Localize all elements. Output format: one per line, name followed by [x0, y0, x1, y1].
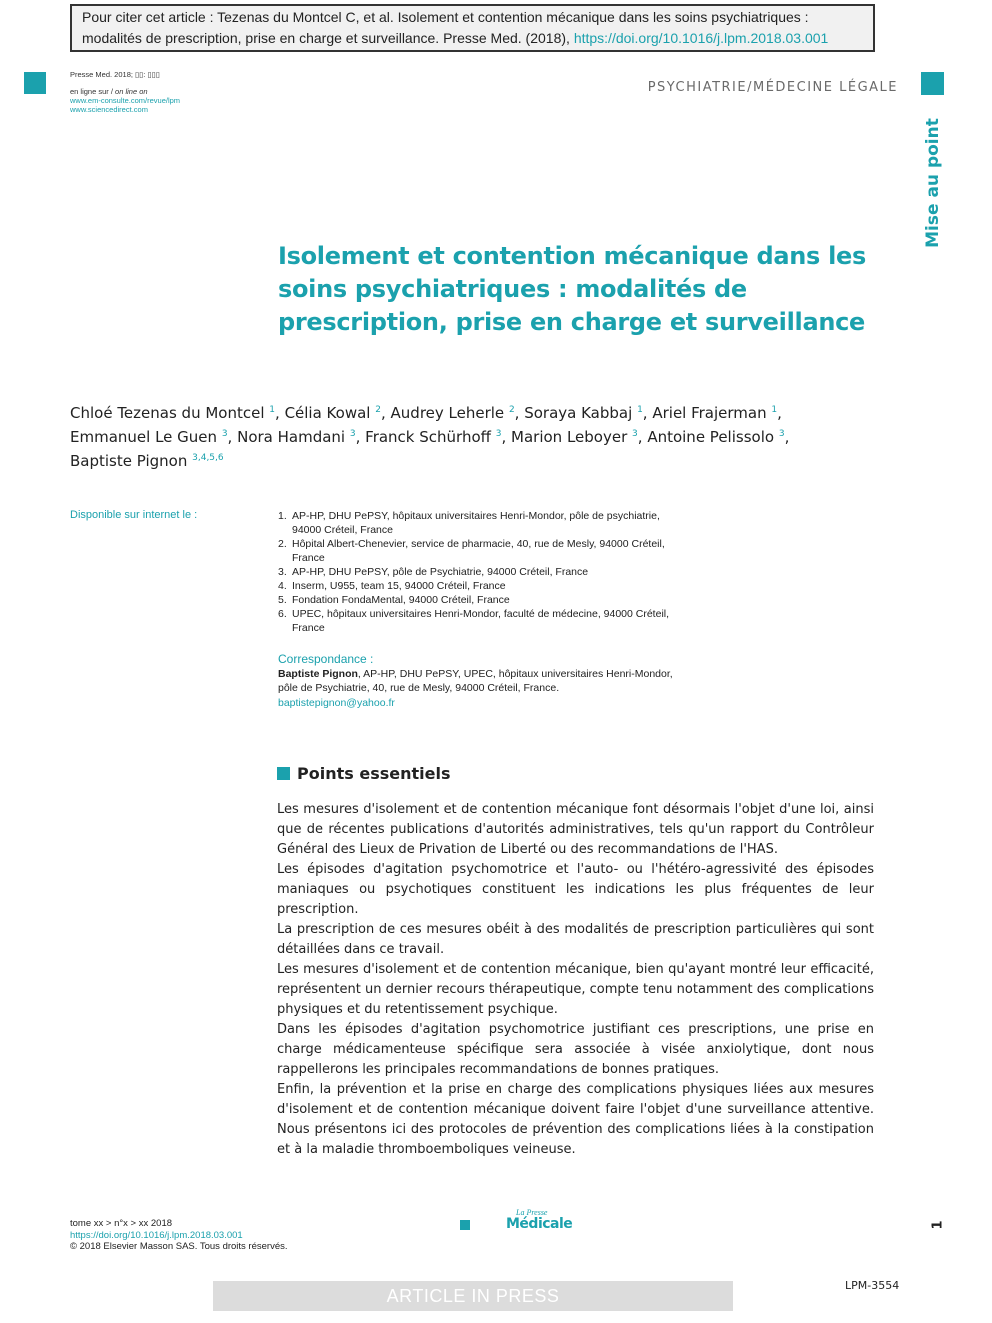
- page-number: [928, 1218, 948, 1232]
- page-number-text: 1: [930, 1220, 946, 1230]
- logo-small-text: La Presse: [516, 1208, 548, 1217]
- author: Antoine Pelissolo $^3$,: [647, 428, 790, 446]
- journal-line: Presse Med. 2018; ▯▯: ▯▯▯: [70, 70, 160, 79]
- citation-text: Pour citer cet article : Tezenas du Montcel C, et al. Isolement et contention mécanique dans les soins psychiatriques : modalités de prescription, prise en charge et surveillance. Presse Med. (2018),: [82, 9, 809, 46]
- correspondence-label: Correspondance :: [278, 652, 374, 666]
- author: Franck Schürhoff $^3$,: [365, 428, 512, 446]
- author: Célia Kowal $^2$,: [284, 404, 391, 422]
- author: Nora Hamdani $^3$,: [237, 428, 366, 446]
- em-consulte-link[interactable]: www.em-consulte.com/revue/lpm: [70, 96, 181, 105]
- header-left-square: [24, 72, 46, 94]
- author: Marion Leboyer $^3$,: [511, 428, 648, 446]
- correspondence-email-link[interactable]: baptistepignon@yahoo.fr: [278, 696, 395, 709]
- affiliation-item: 6. UPEC, hôpitaux universitaires Henri-Mondor, faculté de médecine, 94000 Créteil, France: [278, 608, 670, 634]
- author: Chloé Tezenas du Montcel $^1$,: [70, 404, 285, 422]
- key-points-heading-text: Points essentiels: [297, 764, 451, 783]
- affiliation-item: 5. Fondation FondaMental, 94000 Créteil, France: [278, 594, 510, 606]
- affiliation-item: 1. AP-HP, DHU PePSY, hôpitaux universitaires Henri-Mondor, pôle de psychiatrie, 94000 Créteil, France: [278, 510, 660, 536]
- key-point-paragraph: La prescription de ces mesures obéit à des modalités de prescription particulières qui sont détaillées dans ce travail.: [277, 922, 874, 957]
- correspondence-address: Baptiste Pignon, AP-HP, DHU PePSY, UPEC, hôpitaux universitaires Henri-Mondor,: [278, 667, 673, 680]
- author: Emmanuel Le Guen $^3$,: [70, 428, 238, 446]
- online-line: [70, 87, 180, 96]
- key-points-body: [277, 800, 874, 1160]
- vertical-label-text: Mise au point: [923, 118, 943, 248]
- affiliation-item: 4. Inserm, U955, team 15, 94000 Créteil, France: [278, 580, 506, 592]
- online-label: en ligne sur /: [70, 87, 113, 96]
- article-title: Isolement et contention mécanique dans les soins psychiatriques : modalités de prescription, prise en charge et surveillance: [278, 242, 866, 336]
- vertical-label: [922, 118, 944, 248]
- affiliation-list: [278, 509, 698, 635]
- footer-doi-link[interactable]: https://doi.org/10.1016/j.lpm.2018.03.001: [70, 1229, 243, 1241]
- key-point-paragraph: Les mesures d'isolement et de contention mécanique font désormais l'objet d'une loi, ainsi que de récentes publications d'autorités administratives, tels qu'un rapport du Contrôleur Général des Lieux de Privation de Liberté ou des recommandations de l'HAS.: [277, 802, 874, 857]
- section-label: PSYCHIATRIE/MÉDECINE LÉGALE: [647, 80, 898, 95]
- footer-volume: tome xx > n°x > xx 2018: [70, 1218, 173, 1229]
- author: Soraya Kabbaj $^1$,: [524, 404, 653, 422]
- citation-box: [70, 4, 875, 52]
- footer-copyright: © 2018 Elsevier Masson SAS. Tous droits réservés.: [70, 1241, 288, 1252]
- logo-square-icon: [460, 1220, 470, 1230]
- correspondence-block: [278, 652, 698, 710]
- affiliation-item: 3. AP-HP, DHU PePSY, pôle de Psychiatrie, 94000 Créteil, France: [278, 566, 589, 578]
- author-list: [70, 400, 790, 472]
- article-in-press-banner: ARTICLE IN PRESS: [213, 1281, 733, 1311]
- affiliation-item: 2. Hôpital Albert-Chenevier, service de pharmacie, 40, rue de Mesly, 94000 Créteil, France: [278, 538, 665, 564]
- author: Baptiste Pignon $^{3,4,5,6}$: [70, 452, 224, 470]
- online-label-italic: on line on: [115, 87, 148, 96]
- key-point-paragraph: Les mesures d'isolement et de contention mécanique, bien qu'ayant montré leur efficacité, représentent un dernier recours thérapeutique, compte tenu notamment des complications physiques et du retentissement psychique.: [277, 962, 874, 1017]
- author: Audrey Leherle $^2$,: [390, 404, 525, 422]
- correspondence-address-2: pôle de Psychiatrie, 40, rue de Mesly, 94000 Créteil, France.: [278, 682, 560, 694]
- journal-info: [70, 70, 180, 114]
- sciencedirect-link[interactable]: www.sciencedirect.com: [70, 105, 148, 114]
- available-online-label: Disponible sur internet le :: [70, 509, 198, 521]
- journal-logo: [460, 1208, 573, 1232]
- key-point-paragraph: Les épisodes d'agitation psychomotrice et l'auto- ou l'hétéro-agressivité des épisodes maniaques ou psychotiques constituent les indications les plus fréquentes de leur prescription.: [277, 862, 874, 917]
- citation-doi-link[interactable]: https://doi.org/10.1016/j.lpm.2018.03.001: [573, 30, 829, 46]
- correspondence-name: Baptiste Pignon: [278, 667, 358, 680]
- key-point-paragraph: Dans les épisodes d'agitation psychomotrice justifiant ces prescriptions, une prise en charge médicamenteuse spécifique sera associée à visée anxiolytique, dont nous rappellerons les principales recommandations de bonnes pratiques.: [277, 1022, 874, 1077]
- key-point-paragraph: Enfin, la prévention et la prise en charge des complications physiques liées aux mesures d'isolement et de contention mécanique doivent faire l'objet d'une surveillance attentive. Nous présentons ici des protocoles de prévention des complications liées à la constipation et à la maladie thromboemboliques veineuse.: [277, 1082, 874, 1157]
- header-right-square: [921, 72, 944, 95]
- article-code: LPM-3554: [845, 1279, 900, 1292]
- author: Ariel Frajerman $^1$,: [652, 404, 782, 422]
- footer-info: [70, 1218, 288, 1253]
- key-points-heading: [277, 764, 450, 783]
- logo-big-text: Médicale: [506, 1216, 573, 1232]
- heading-square-icon: [277, 767, 290, 780]
